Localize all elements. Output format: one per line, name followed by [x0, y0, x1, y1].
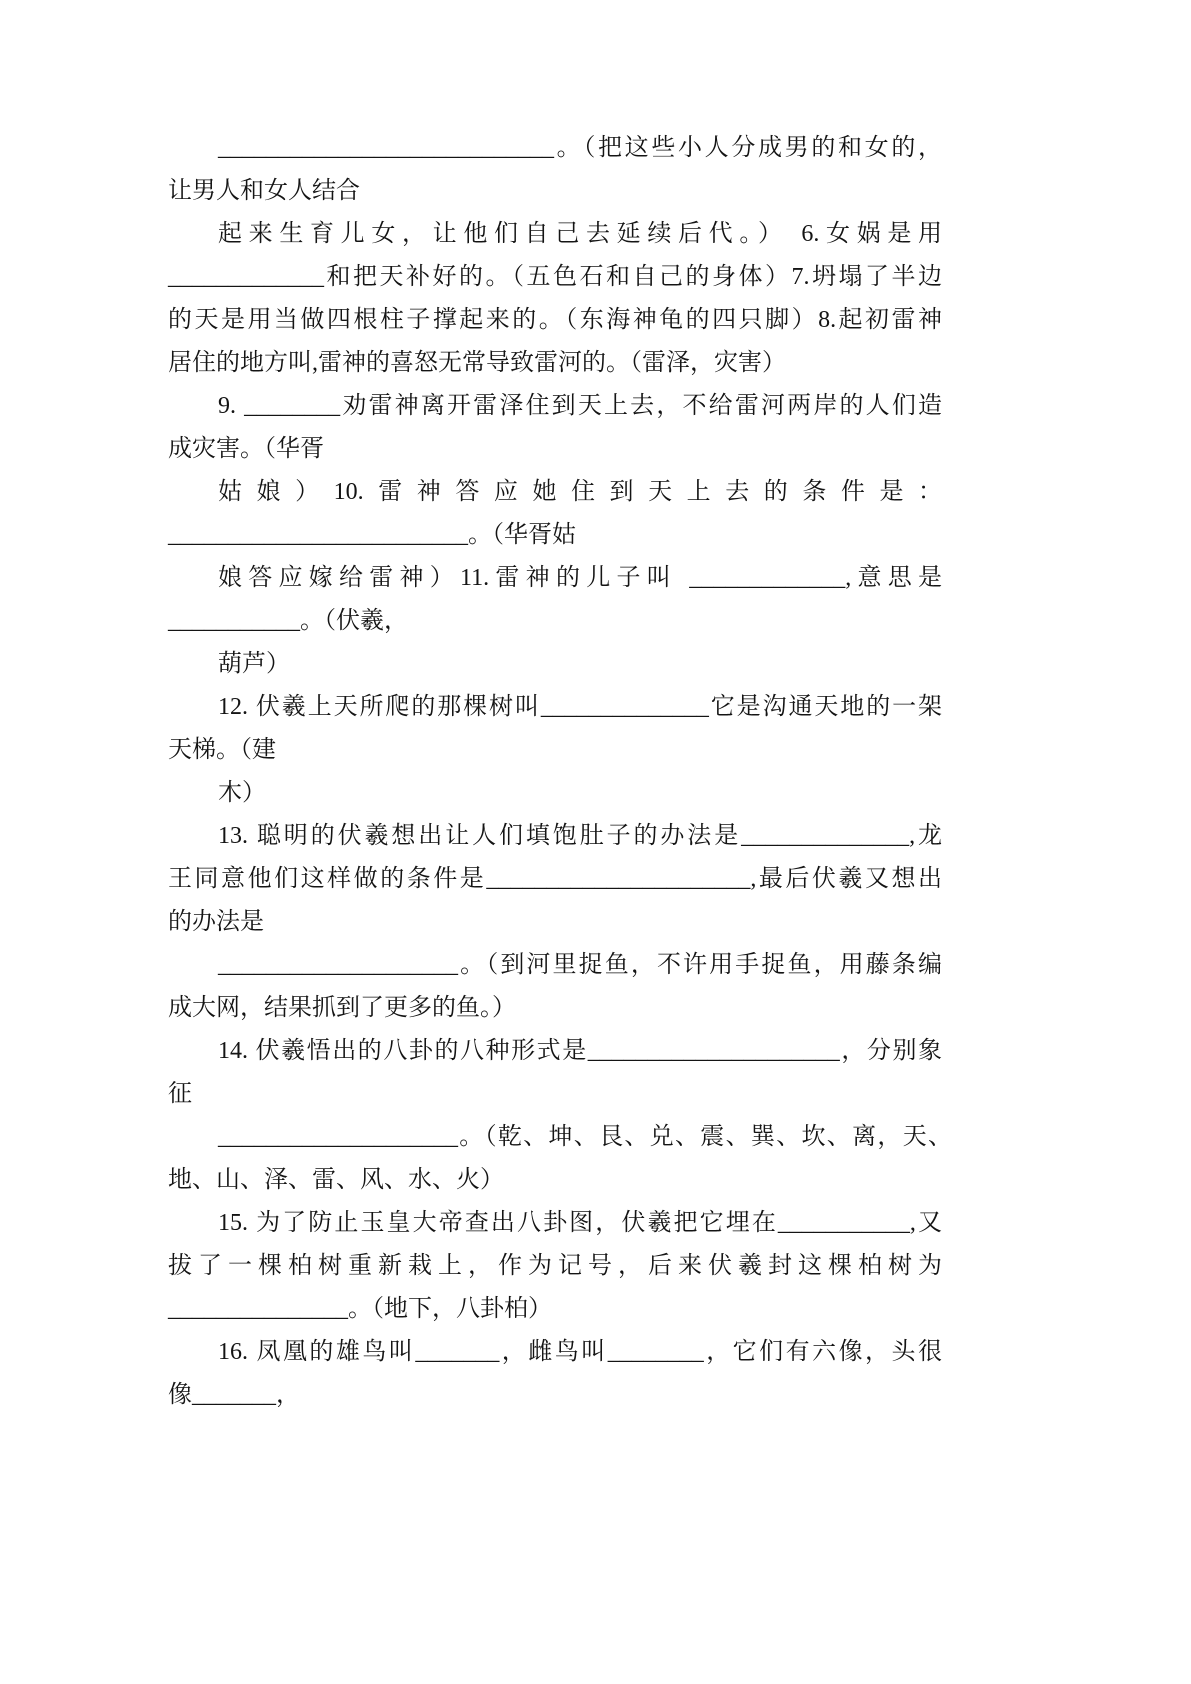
text-line: 12. 伏羲上天所爬的那棵树叫______________它是沟通天地的一架 — [218, 694, 942, 720]
text-line: 地、山、泽、雷、风、水、火） — [168, 1167, 504, 1193]
text-line: 9. ________劝雷神离开雷泽住到天上去，不给雷河两岸的人们造 — [218, 393, 942, 419]
document-body — [168, 127, 952, 1417]
text-line: _______________。（地下，八卦柏） — [168, 1296, 552, 1322]
text-line: 13. 聪明的伏羲想出让人们填饱肚子的办法是______________,龙 — [218, 823, 942, 849]
text-line: 成灾害。（华胥 — [168, 436, 324, 462]
text-line: 居住的地方叫,雷神的喜怒无常导致雷河的。（雷泽，灾害） — [168, 350, 786, 376]
text-line: 起来生育儿女，让他们自己去延续后代。） 6.女娲是用 — [218, 221, 942, 247]
text-line: 娘答应嫁给雷神）11.雷神的儿子叫 _____________,意思是 — [218, 565, 942, 591]
text-line: 征 — [168, 1081, 192, 1107]
text-line: 木） — [218, 780, 266, 806]
text-line: ____________________________。（把这些小人分成男的和女的， — [218, 135, 942, 161]
text-line: 15. 为了防止玉皇大帝查出八卦图，伏羲把它埋在___________,又 — [218, 1210, 942, 1236]
text-line: 成大网，结果抓到了更多的鱼。） — [168, 995, 516, 1021]
text-line: 像_______， — [168, 1382, 300, 1408]
text-line: 的天是用当做四根柱子撑起来的。（东海神龟的四只脚）8.起初雷神 — [168, 307, 942, 333]
text-line: 的办法是 — [168, 909, 264, 935]
text-line: ____________________。（到河里捉鱼，不许用手捉鱼，用藤条编 — [218, 952, 942, 978]
text-line: ____________________。（乾、坤、艮、兑、震、巽、坎、离，天、 — [218, 1124, 952, 1150]
text-line: 姑娘）10.雷神答应她住到天上去的条件是： — [218, 479, 942, 505]
text-line: 葫芦） — [218, 651, 290, 677]
text-line: _____________和把天补好的。（五色石和自己的身体）7.坍塌了半边 — [168, 264, 942, 290]
text-line: 拔了一棵柏树重新栽上，作为记号，后来伏羲封这棵柏树为 — [168, 1253, 942, 1279]
text-line: 让男人和女人结合 — [168, 178, 360, 204]
text-line: ___________。（伏羲， — [168, 608, 408, 634]
text-line: _________________________。（华胥姑 — [168, 522, 576, 548]
text-line: 16. 凤凰的雄鸟叫_______，雌鸟叫________，它们有六像，头很 — [218, 1339, 942, 1365]
text-line: 天梯。（建 — [168, 737, 276, 763]
text-line: 王同意他们这样做的条件是______________________,最后伏羲又想出 — [168, 866, 942, 892]
text-line: 14. 伏羲悟出的八卦的八种形式是_____________________，分别象 — [218, 1038, 942, 1064]
